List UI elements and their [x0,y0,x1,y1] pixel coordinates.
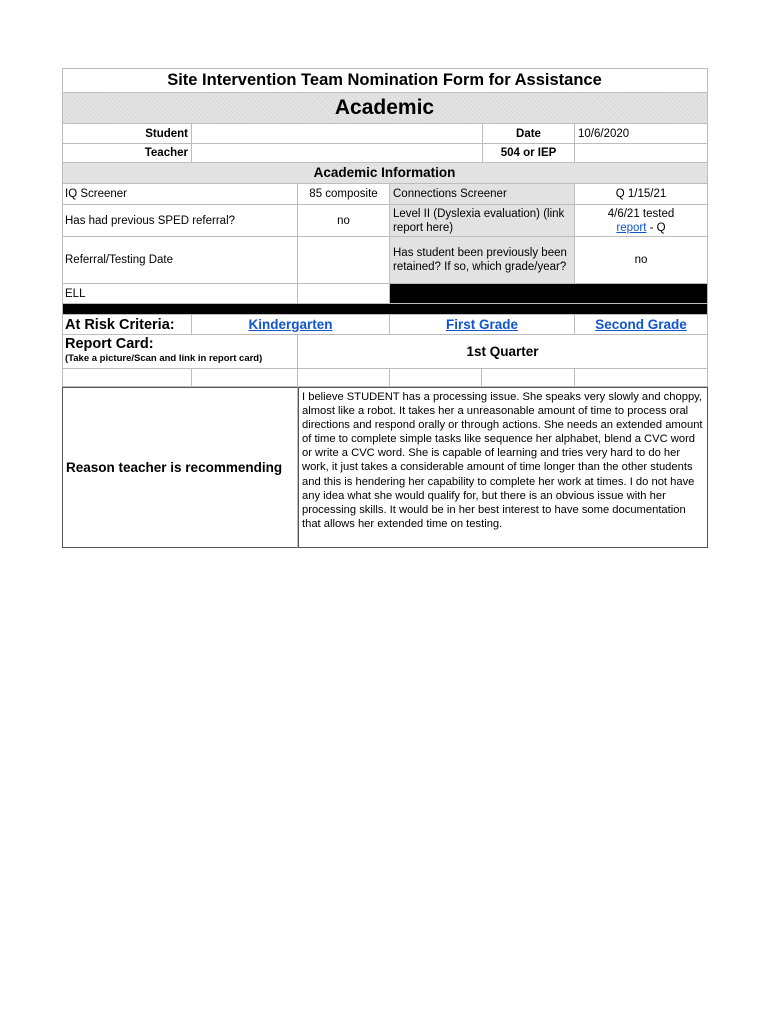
level2-value [575,205,708,237]
first-grade-cell [390,315,575,335]
second-grade-link[interactable]: Second Grade [595,316,687,332]
reason-label: Reason teacher is recommending [62,387,298,548]
date-field[interactable]: 10/6/2020 [575,124,708,144]
iq-screener-label: IQ Screener [62,184,298,205]
nomination-form [62,68,708,548]
at-risk-label: At Risk Criteria: [62,315,192,335]
date-label: Date [483,124,575,144]
kindergarten-link[interactable]: Kindergarten [248,316,333,332]
reason-text[interactable]: I believe STUDENT has a processing issue. She speaks very slowly and choppy, almost like a robot. It takes her a unreasonable amount of time to process oral directions and respond orally or through actions. She needs an extended amount of time to complete simple tasks like sequence her alphabet, blend a CVC word or write a CVC word. She is capable of learning and tries very hard to do her work, it just takes a considerable amount of time longer than the other students and this is hendering her capability to complete her work at times. I do not have any idea what she would qualify for, but there is an obvious issue with her processing skills. It would be in her best interest to have some documentation that allows her extended time on testing. [298,387,708,548]
report-card-label: Report Card: [65,336,154,352]
report-card-note: (Take a picture/Scan and link in report card) [65,353,263,364]
form-title: Site Intervention Team Nomination Form for Assistance [62,68,708,93]
level2-link-line [616,221,665,235]
teacher-label: Teacher [62,144,192,163]
ell-value[interactable] [298,284,390,304]
spacer-cell [482,369,575,387]
connections-value[interactable]: Q 1/15/21 [575,184,708,205]
level2-label: Level II (Dyslexia evaluation) (link report here) [390,205,575,237]
student-label: Student [62,124,192,144]
spacer-cell [575,369,708,387]
ell-label: ELL [62,284,298,304]
teacher-field[interactable] [192,144,483,163]
sped-referral-label: Has had previous SPED referral? [62,205,298,237]
spacer-cell [390,369,482,387]
spacer-cell [62,369,192,387]
ell-blackout [390,284,708,304]
sped-referral-value[interactable]: no [298,205,390,237]
level2-date: 4/6/21 tested [607,207,675,220]
iq-screener-value[interactable]: 85 composite [298,184,390,205]
kindergarten-cell [192,315,390,335]
connections-label: Connections Screener [390,184,575,205]
retained-label: Has student been previously been retained? If so, which grade/year? [390,237,575,284]
spacer-cell [298,369,390,387]
academic-info-heading: Academic Information [62,163,708,184]
iep-field[interactable] [575,144,708,163]
report-card-value[interactable]: 1st Quarter [298,335,708,369]
first-grade-link[interactable]: First Grade [445,316,519,332]
referral-date-value[interactable] [298,237,390,284]
level2-suffix: - Q [646,221,666,234]
referral-date-label: Referral/Testing Date [62,237,298,284]
separator-bar [62,304,708,315]
report-link[interactable]: report [616,221,647,234]
second-grade-cell [575,315,708,335]
retained-value[interactable]: no [575,237,708,284]
section-header: Academic [62,93,708,124]
report-card-label-cell [62,335,298,369]
spacer-cell [192,369,298,387]
iep-label: 504 or IEP [483,144,575,163]
student-field[interactable] [192,124,483,144]
